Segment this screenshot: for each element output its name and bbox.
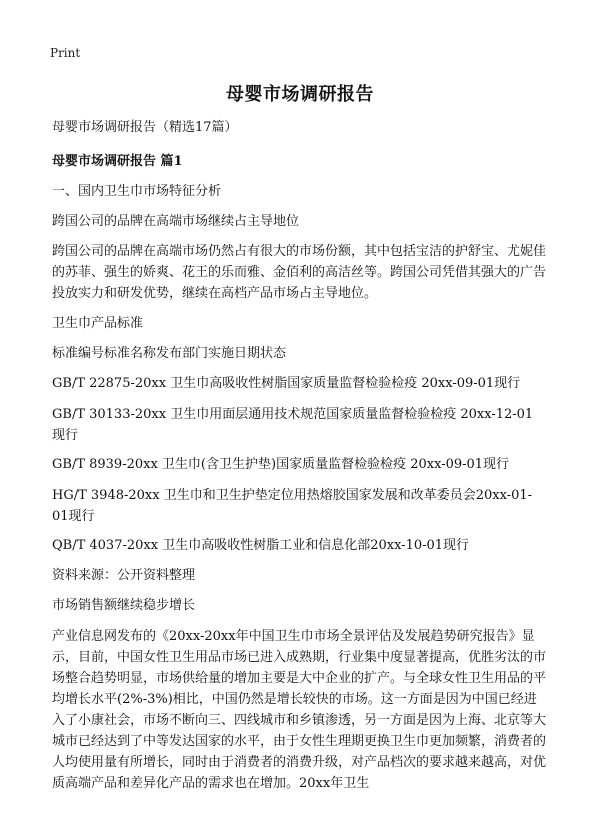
standard-row: HG/T 3948-20xx 卫生巾和卫生护垫定位用热熔胶国家发展和改革委员会20xx-01-01现行 bbox=[52, 488, 533, 524]
paragraph-product-standards: 卫生巾产品标准 bbox=[52, 316, 144, 331]
standard-row: GB/T 8939-20xx 卫生巾(含卫生护垫)国家质量监督检验检疫 20xx-09-01现行 bbox=[52, 457, 510, 472]
standards-table-header: 标准编号标准名称发布部门实施日期状态 bbox=[52, 346, 287, 361]
print-label[interactable]: Print bbox=[50, 46, 81, 60]
paragraph-subheading-brands: 跨国公司的品牌在高端市场继续占主导地位 bbox=[52, 214, 300, 229]
standard-row: QB/T 4037-20xx 卫生巾高吸收性树脂工业和信息化部20xx-10-01现行 bbox=[52, 538, 470, 553]
standard-row: GB/T 22875-20xx 卫生巾高吸收性树脂国家质量监督检验检疫 20xx-09-01现行 bbox=[52, 376, 521, 391]
paragraph-brands-body: 跨国公司的品牌在高端市场仍然占有很大的市场份额，其中包括宝洁的护舒宝、尤妮佳的苏菲、强生的娇爽、花王的乐而雅、金佰利的高洁丝等。跨国公司凭借其强大的广告投放实力和研发优势，继续在高档产品市场占主导地位。 bbox=[52, 244, 547, 301]
source-note: 资料来源：公开资料整理 bbox=[52, 568, 196, 583]
paragraph-subheading-sales: 市场销售额继续稳步增长 bbox=[52, 598, 196, 613]
paragraph-sales-body: 产业信息网发布的《20xx-20xx年中国卫生巾市场全景评估及发展趋势研究报告》显示，目前，中国女性卫生用品市场已进入成熟期，行业集中度显著提高，优胜劣汰的市场整合趋势明显，市场供给量的增加主要是大中企业的扩产。与全球女性卫生用品的平均增长水平(2%-3%)相比，中国仍然是增长较快的市场。这一方面是因为中国已经进入了小康社会，市场不断向三、四线城市和乡镇渗透，另一方面是因为上海、北京等大城市已经达到了中等发达国家的水平，由于女性生理期更换卫生巾更加频繁，消费者的人均使用量有所增长，同时由于消费者的消费升级，对产品档次的要求越来越高，对优质高端产品和差异化产品的需求也在增加。20xx年卫生 bbox=[52, 629, 547, 791]
paragraph-heading-market-features: 一、国内卫生巾市场特征分析 bbox=[52, 184, 222, 199]
page-title: 母婴市场调研报告 bbox=[226, 84, 374, 105]
document-subtitle: 母婴市场调研报告（精选17篇） bbox=[52, 120, 238, 135]
section-heading: 母婴市场调研报告 篇1 bbox=[52, 154, 183, 169]
standard-row: GB/T 30133-20xx 卫生巾用面层通用技术规范国家质量监督检验检疫 20xx-12-01现行 bbox=[52, 407, 534, 443]
